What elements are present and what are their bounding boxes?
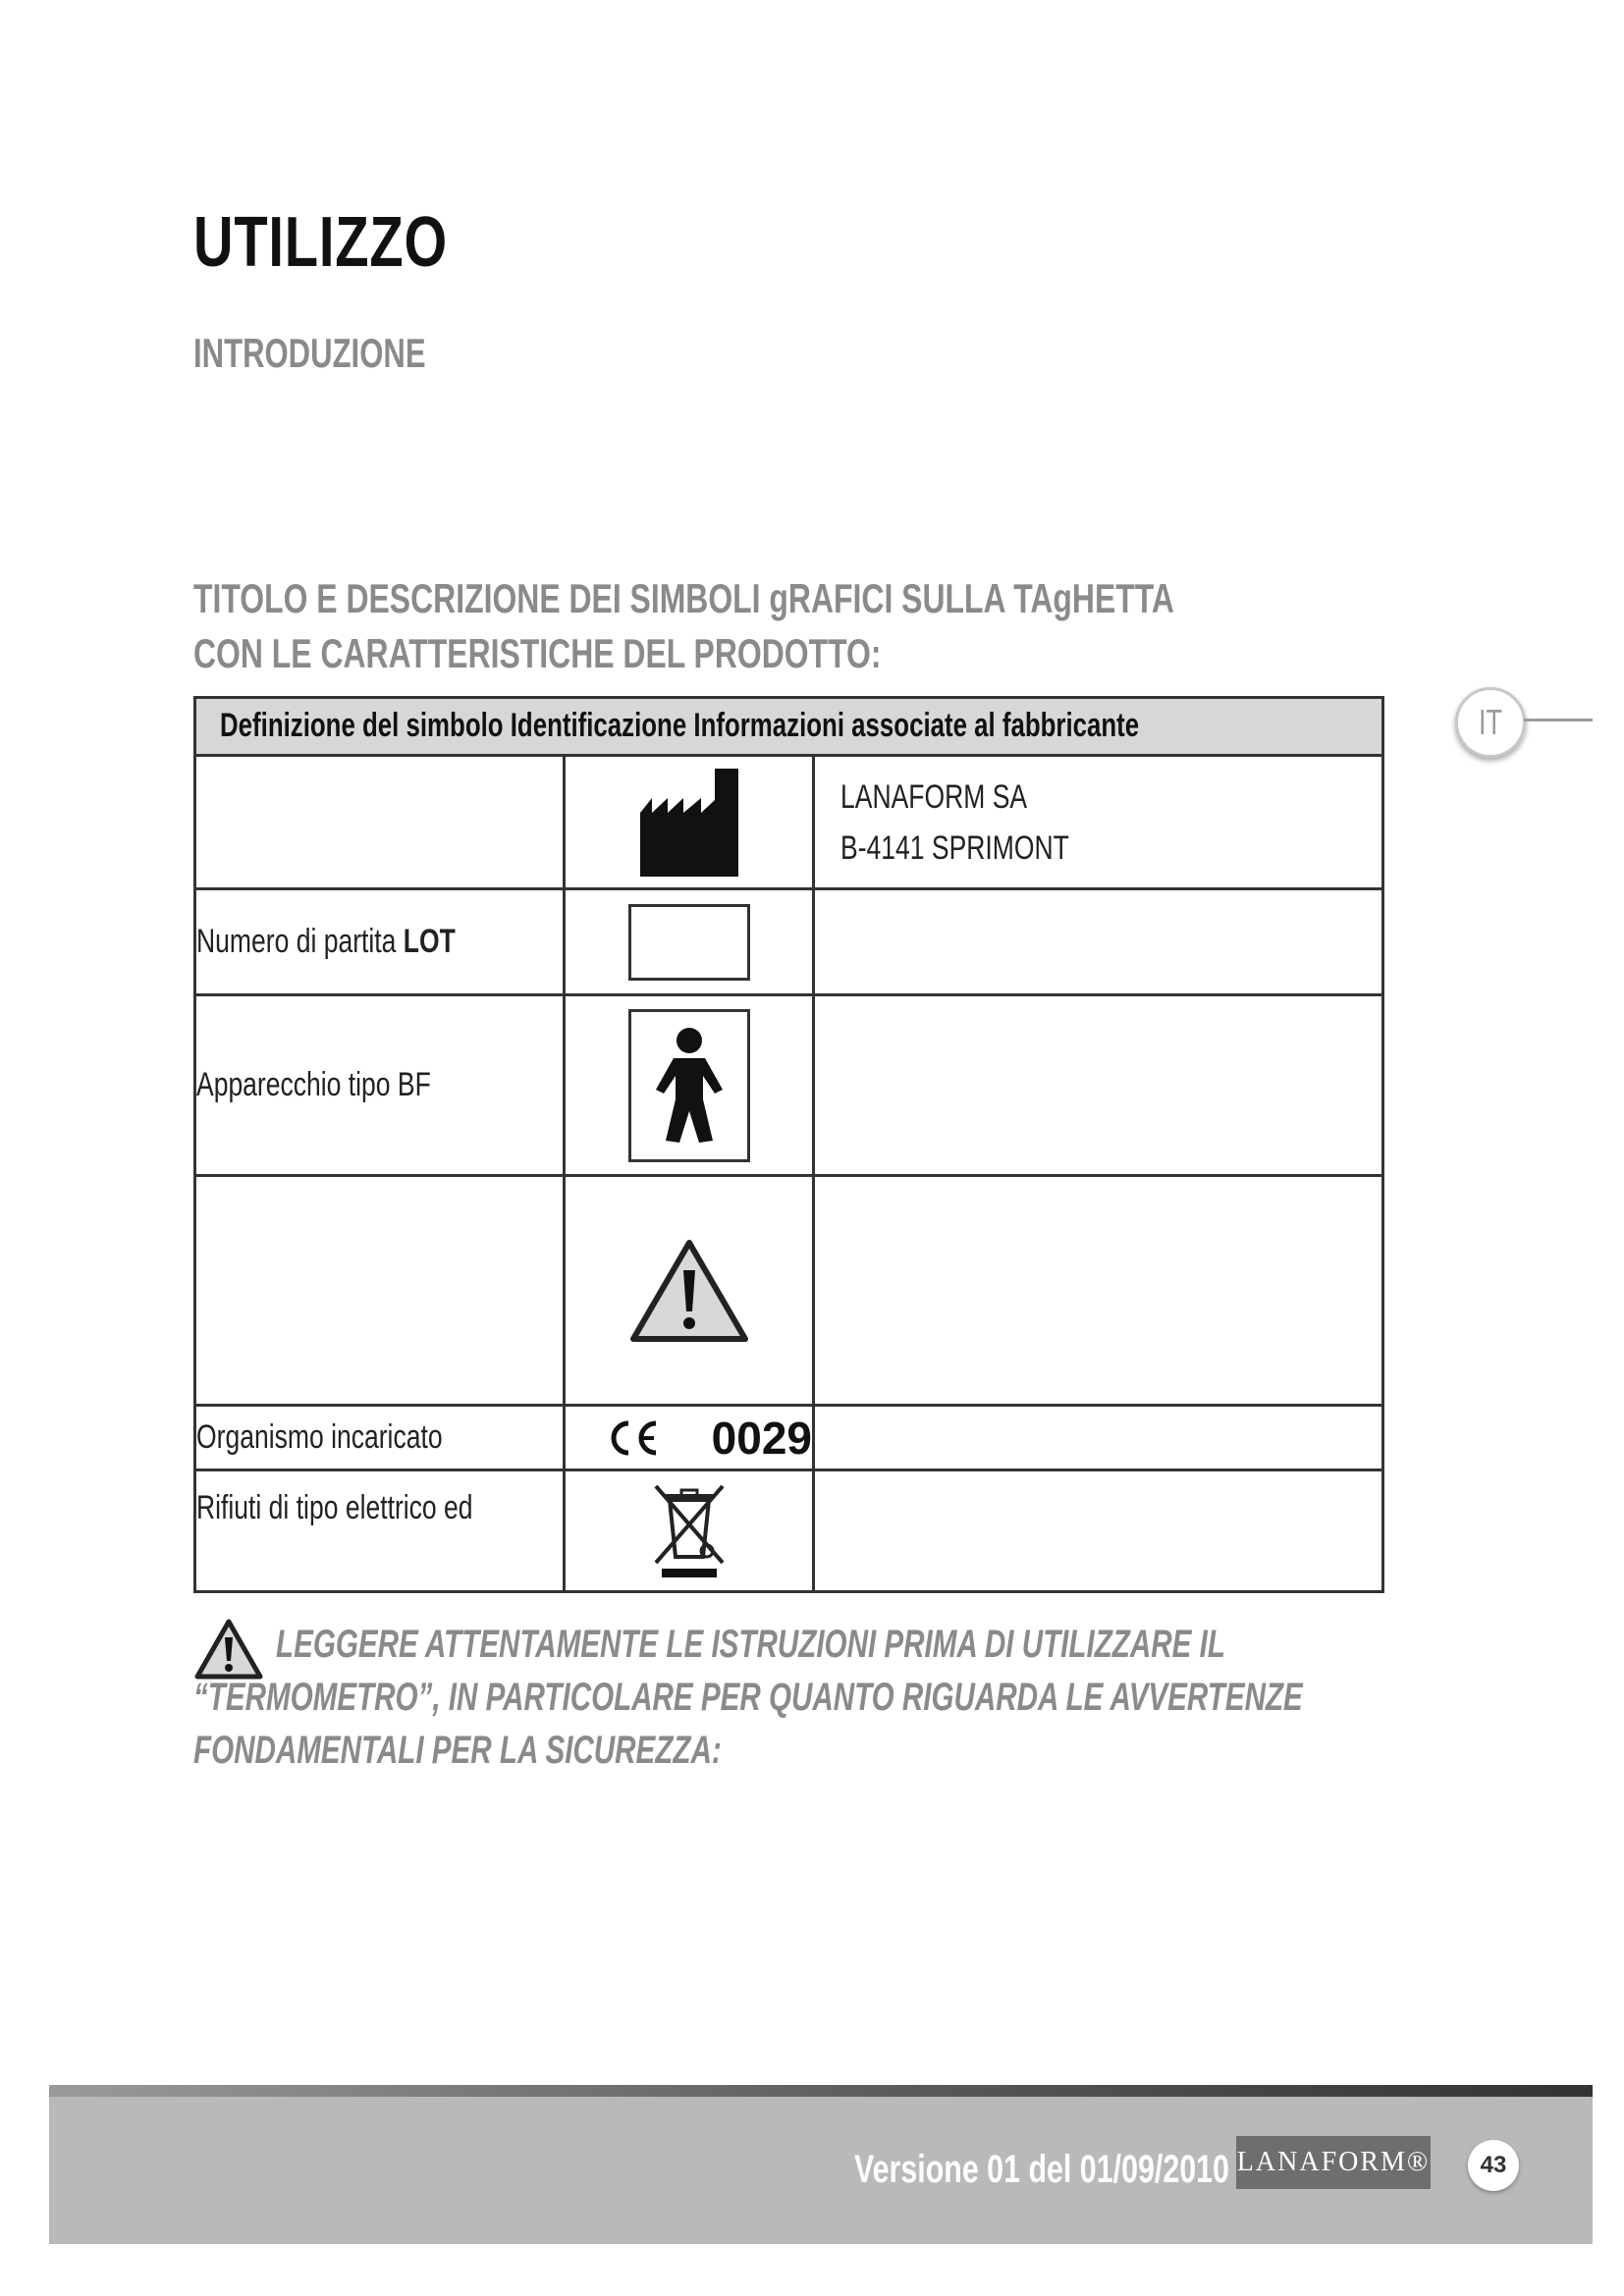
warning-line: “TERMOMETRO”, IN PARTICOLARE PER QUANTO RIGUARDA LE AVVERTENZE: [193, 1676, 1303, 1719]
symbol-cell: [565, 756, 814, 889]
info-cell: [814, 889, 1383, 995]
footer-rule: [49, 2085, 1593, 2097]
brand-logo: LANAFORM®: [1236, 2136, 1431, 2189]
definition-cell: Rifiuti di tipo elettrico ed: [195, 1470, 565, 1592]
warning-text: [193, 1618, 1381, 1777]
table-row: [195, 889, 1383, 995]
warning-line: FONDAMENTALI PER LA SICUREZZA:: [193, 1729, 722, 1772]
info-cell: [814, 756, 1383, 889]
definition-cell: Numero di partita LOT: [195, 889, 565, 995]
info-cell: [814, 1470, 1383, 1592]
symbol-cell: [565, 995, 814, 1176]
info-line: B-4141 SPRIMONT: [840, 828, 1069, 867]
section-heading: [193, 571, 1484, 681]
table-header: Definizione del simbolo Identificazione Informazioni associate al fabbricante: [195, 698, 1383, 756]
info-cell: [814, 995, 1383, 1176]
symbol-cell: [565, 1176, 814, 1406]
section-heading-line: CON LE CARATTERISTICHE DEL PRODOTTO:: [193, 630, 882, 676]
table-row: [195, 1176, 1383, 1406]
page-subtitle: INTRODUZIONE: [193, 330, 426, 376]
safety-warning: [193, 1618, 1381, 1777]
warning-line: LEGGERE ATTENTAMENTE LE ISTRUZIONI PRIMA DI UTILIZZARE IL: [276, 1623, 1225, 1666]
page-number: 43: [1468, 2140, 1519, 2191]
footer: [49, 2097, 1593, 2244]
definition-cell: [195, 756, 565, 889]
bf-person-icon: [628, 1009, 750, 1162]
notified-body-number: 0029: [711, 1412, 812, 1464]
factory-icon: [640, 769, 738, 877]
info-cell: [814, 1406, 1383, 1470]
definition-cell: Organismo incaricato: [195, 1406, 565, 1470]
definition-cell: Apparecchio tipo BF: [195, 995, 565, 1176]
symbol-cell: [565, 1470, 814, 1592]
language-tab[interactable]: IT: [1455, 687, 1526, 758]
ce-mark-icon: [605, 1419, 662, 1457]
table-row: [195, 995, 1383, 1176]
language-tab-connector: [1524, 719, 1593, 721]
page-title: UTILIZZO: [193, 203, 448, 282]
table-row: [195, 1470, 1383, 1592]
table-row: [195, 1406, 1383, 1470]
section-heading-line: TITOLO E DESCRIZIONE DEI SIMBOLI gRAFICI SULLA TAgHETTA: [193, 575, 1174, 621]
symbol-cell: [565, 889, 814, 995]
weee-bin-icon: [648, 1482, 731, 1580]
definition-cell: [195, 1176, 565, 1406]
symbol-table: [193, 696, 1384, 1593]
table-row: [195, 756, 1383, 889]
version-text: Versione 01 del 01/09/2010: [854, 2148, 1229, 2191]
info-line: LANAFORM SA: [840, 777, 1028, 816]
table-header-row: [195, 698, 1383, 756]
lot-box-icon: [628, 904, 750, 981]
symbol-cell: [565, 1406, 814, 1470]
info-cell: [814, 1176, 1383, 1406]
warning-triangle-icon: [627, 1237, 751, 1345]
